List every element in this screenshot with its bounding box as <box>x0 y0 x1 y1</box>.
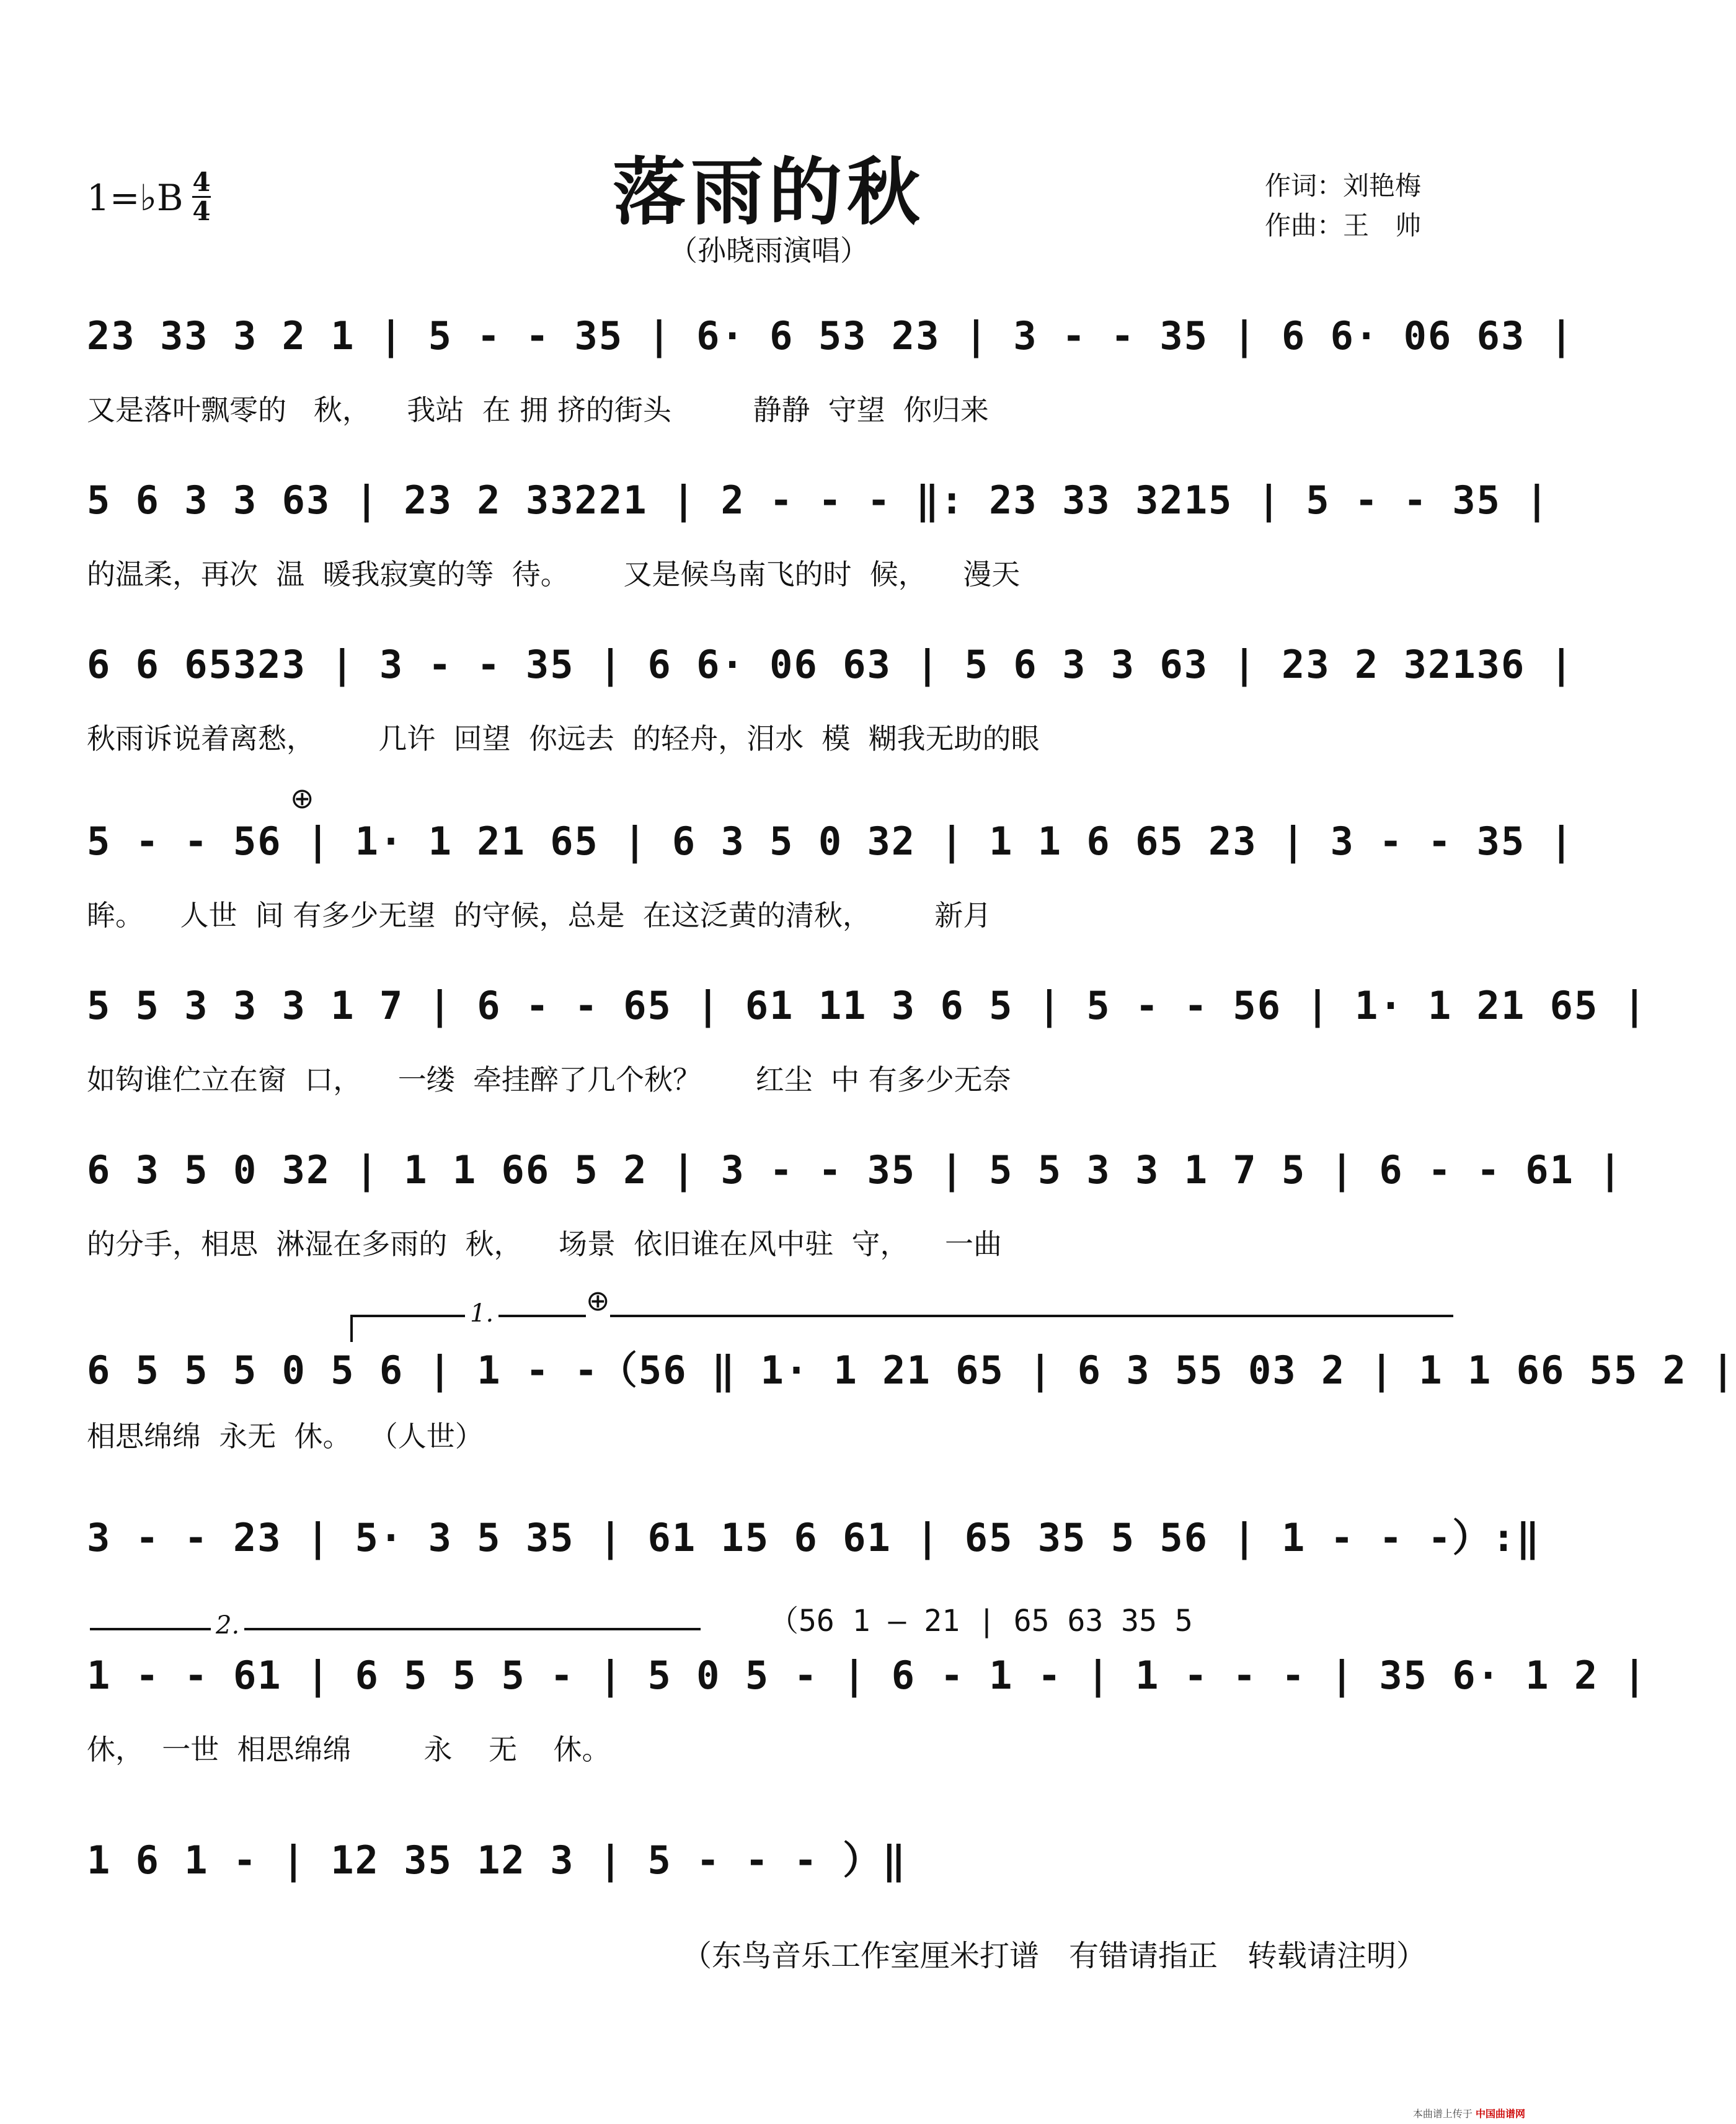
time-signature <box>192 169 211 225</box>
volta-1-label: 1. <box>465 1299 498 1328</box>
volta-1-bracket <box>350 1315 1453 1342</box>
key-signature: 1=♭B <box>87 177 184 219</box>
notes-row-2: 5 6 3 3 63 | 23 2 33221 | 2 - - - ‖: 23 33 3215 | 5 - - 35 | <box>87 478 1550 523</box>
lyrics-row-3: 秋雨诉说着离愁， 几许 回望 你远去 的轻舟，泪水 模 糊我无助的眼 <box>87 722 1040 755</box>
time-bottom: 4 <box>192 196 211 226</box>
notes-row-7: 6 5 5 5 0 5 6 | 1 - -（56 ‖ 1· 1 21 65 | 6 3 55 03 2 | 1 1 66 55 2 | <box>87 1348 1736 1393</box>
site-watermark <box>1413 2106 1525 2120</box>
alternate-melody-line: （56 1 – 21 | 65 63 35 5 <box>769 1604 1193 1638</box>
performer-subtitle: （孙晓雨演唱） <box>669 234 869 267</box>
volta-2-bracket <box>90 1628 701 1655</box>
page-title: 落雨的秋 <box>612 149 925 235</box>
footer-note: （东鸟音乐工作室厘米打谱 有错请指正 转载请注明） <box>681 1939 1426 1973</box>
lyricist: 作词：刘艳梅 <box>1265 171 1422 201</box>
credits <box>1265 166 1421 246</box>
lyrics-row-6: 的分手，相思 淋湿在多雨的 秋， 场景 依旧谁在风中驻 守， 一曲 <box>87 1227 1002 1261</box>
time-top: 4 <box>192 167 211 197</box>
notes-row-6: 6 3 5 0 32 | 1 1 66 5 2 | 3 - - 35 | 5 5 3 3 1 7 5 | 6 - - 61 | <box>87 1147 1623 1193</box>
composer: 作曲：王 帅 <box>1265 210 1422 241</box>
notes-row-5: 5 5 3 3 3 1 7 | 6 - - 65 | 61 11 3 6 5 | 5 - - 56 | 1· 1 21 65 | <box>87 983 1647 1028</box>
watermark-brand: 中国曲谱网 <box>1475 2108 1525 2120</box>
segno-mark-2: ⊕ <box>586 1284 610 1317</box>
segno-mark-1: ⊕ <box>290 781 314 815</box>
lyrics-row-5: 如钩谁伫立在窗 口， 一缕 牵挂醉了几个秋？ 红尘 中 有多少无奈 <box>87 1063 1011 1096</box>
lyrics-row-7: 相思绵绵 永无 休。 （人世） <box>87 1420 484 1453</box>
watermark-text: 本曲谱上传于 <box>1412 2108 1472 2120</box>
notes-row-10: 1 6 1 - | 12 35 12 3 | 5 - - - ）‖ <box>87 1837 907 1883</box>
lyrics-row-4: 眸。 人世 间 有多少无望 的守候，总是 在这泛黄的清秋， 新月 <box>87 899 992 932</box>
notes-row-8: 3 - - 23 | 5· 3 5 35 | 61 15 6 61 | 65 35 5 56 | 1 - - -）:‖ <box>87 1515 1541 1560</box>
notes-row-4: 5 - - 56 | 1· 1 21 65 | 6 3 5 0 32 | 1 1 6 65 23 | 3 - - 35 | <box>87 819 1574 864</box>
notes-row-3: 6 6 65323 | 3 - - 35 | 6 6· 06 63 | 5 6 3 3 63 | 23 2 32136 | <box>87 642 1574 687</box>
volta-2-label: 2. <box>211 1611 244 1640</box>
lyrics-row-9: 休， 一世 相思绵绵 永 无 休。 <box>87 1733 611 1766</box>
lyrics-row-1: 又是落叶飘零的 秋， 我站 在 拥 挤的街头 静静 守望 你归来 <box>87 393 989 427</box>
notes-row-1: 23 33 3 2 1 | 5 - - 35 | 6· 6 53 23 | 3 - - 35 | 6 6· 06 63 | <box>87 313 1574 358</box>
notes-row-9: 1 - - 61 | 6 5 5 5 - | 5 0 5 - | 6 - 1 - | 1 - - - | 35 6· 1 2 | <box>87 1653 1647 1698</box>
lyrics-row-2: 的温柔，再次 温 暖我寂寞的等 待。 又是候鸟南飞的时 候， 漫天 <box>87 558 1021 591</box>
